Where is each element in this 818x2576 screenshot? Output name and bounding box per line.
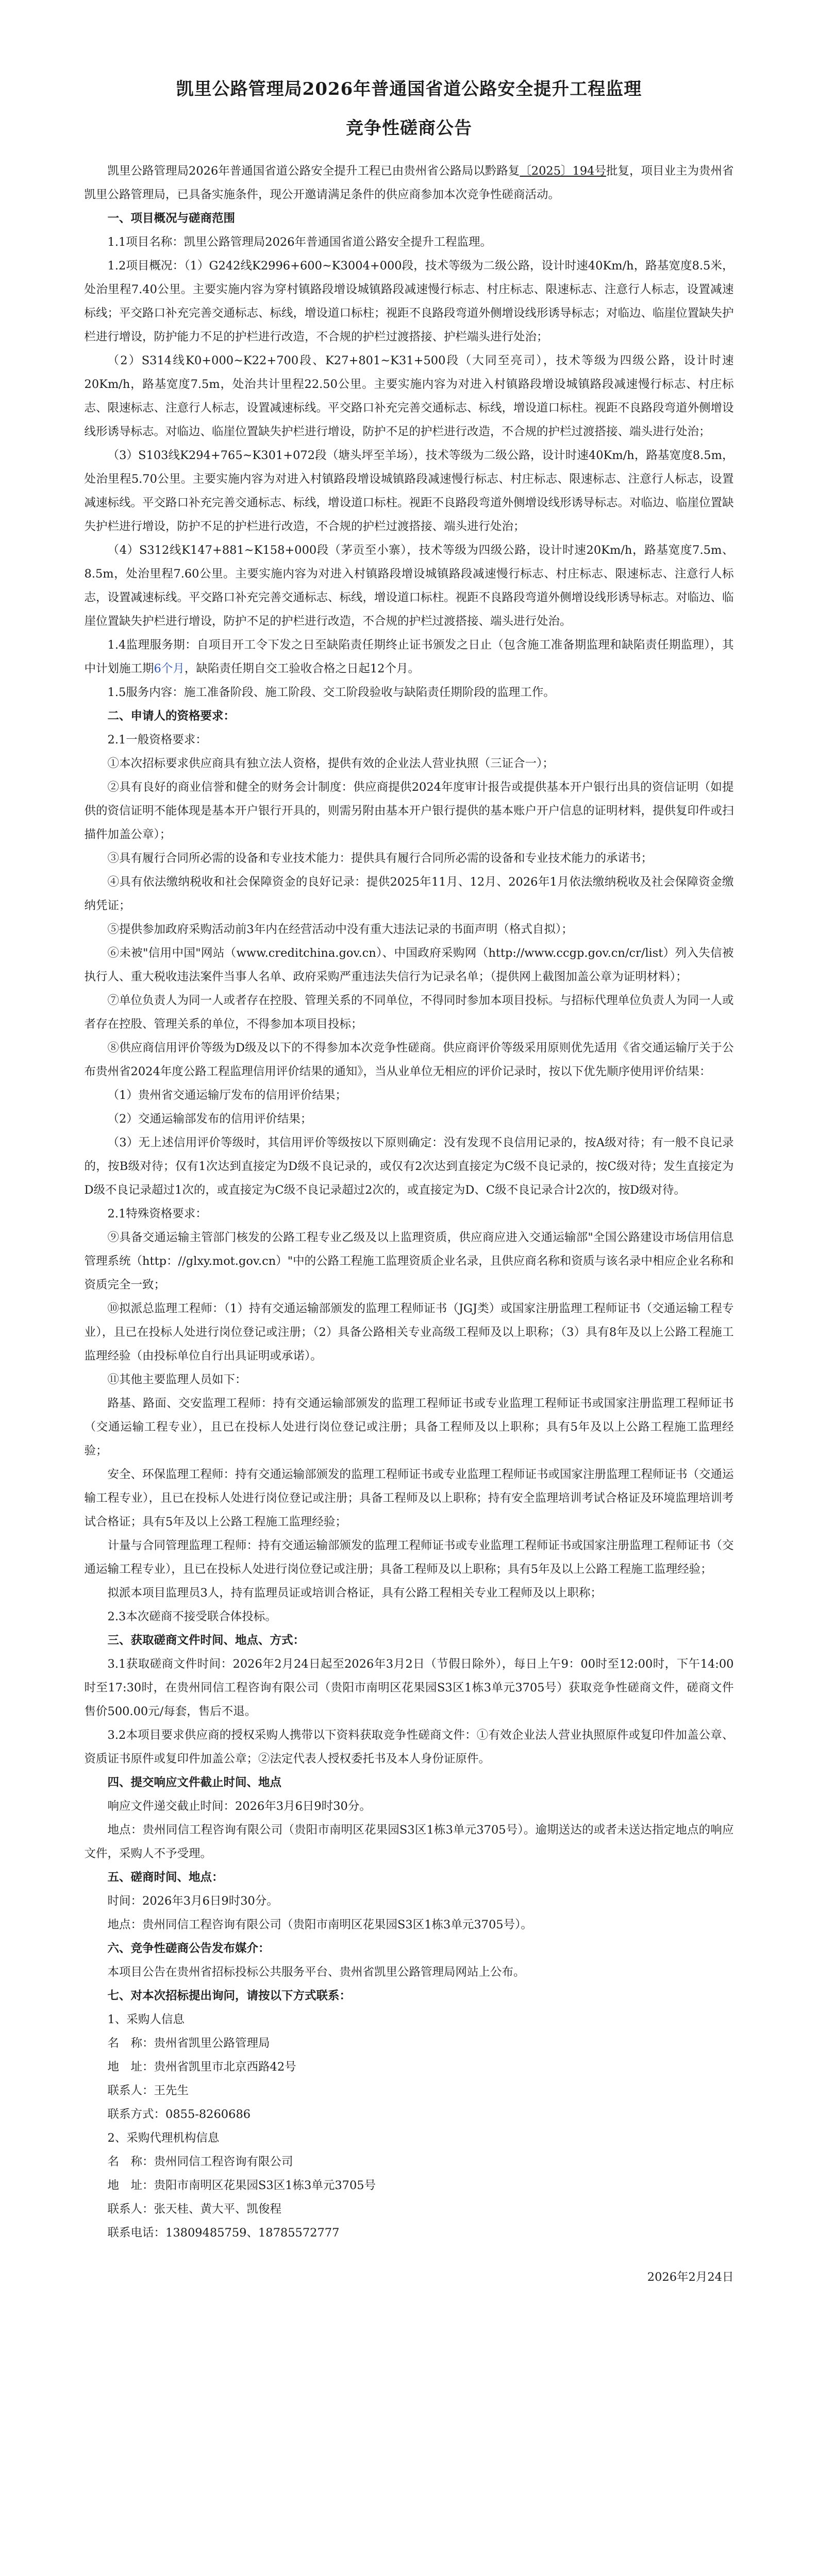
contact-line: 联系人：王先生	[107, 2084, 189, 2097]
section-7-heading: 七、对本次招标提出询问，请按以下方式联系：	[107, 1989, 352, 2003]
paragraph: 时间：2026年3月6日9时30分。	[107, 1894, 278, 1908]
paragraph: （4）S312线K147+881~K158+000段（茅贡至小寨），技术等级为四级公路，设计时速20Km/h，路基宽度7.5m、8.5m，处治里程7.60公里。主要实施内容为对进入村镇路段增设城镇路段减速慢行标志、村庄标志、限速标志、注意行人标志，设置减速标线。平交路口补充完善交通标志、标线，增设道口标柱。视距不良路段弯道外侧增设线形诱导标志。对临边、临崖位置缺失护栏进行增设，防护不足的护栏进行改造，不合规的护栏过渡搭接、端头进行处治。	[84, 544, 734, 628]
title-line-1: 凯里公路管理局2026年普通国省道公路安全提升工程监理	[176, 79, 642, 99]
paragraph: 计量与合同管理监理工程师：持有交通运输部颁发的监理工程师证书或专业监理工程师证书或国家注册监理工程师证书（交通运输工程专业），且已在投标人处进行岗位登记或注册；具备工程师及以上职称；具有5年及以上公路工程施工监理经验；	[84, 1539, 734, 1576]
paragraph: ⑦单位负责人为同一人或者存在控股、管理关系的不同单位，不得同时参加本项目投标。与招标代理单位负责人为同一人或者存在控股、管理关系的单位，不得参加本项目投标；	[84, 994, 734, 1031]
paragraph: 3.2本项目要求供应商的授权采购人携带以下资料获取竞争性磋商文件：①有效企业法人营业执照原件或复印件加盖公章、资质证书原件或复印件加盖公章；②法定代表人授权委托书及本人身份证原件。	[84, 1728, 734, 1766]
paragraph: ⑥未被"信用中国"网站（www.creditchina.gov.cn）、中国政府采购网（http://www.ccgp.gov.cn/cr/list）列入失信被执行人、重大税收违法案件当事人名单、政府采购严重违法失信行为记录名单；（提供网上截图加盖公章为证明材料）；	[84, 946, 734, 984]
title-line-2: 竞争性磋商公告	[346, 118, 472, 139]
contact-line: 联系人：张天桂、黄大平、凯俊程	[107, 2202, 282, 2216]
section-5-heading: 五、磋商时间、地点：	[107, 1871, 224, 1884]
paragraph: （2）S314线K0+000~K22+700段、K27+801~K31+500段（大同至亮司），技术等级为四级公路，设计时速20Km/h，路基宽度7.5m，处治共计里程22.50公里。主要实施内容为对进入村镇路段增设城镇路段减速慢行标志、村庄标志、限速标志、注意行人标志，设置减速标线。平交路口补充完善交通标志、标线，增设道口标柱。视距不良路段弯道外侧增设线形诱导标志。对临边、临崖位置缺失护栏进行增设，防护不足的护栏进行改造，不合规的护栏过渡搭接、端头进行处治；	[84, 354, 734, 438]
section-2-heading: 二、申请人的资格要求：	[107, 709, 236, 723]
page-title	[85, 70, 734, 148]
paragraph: ①本次招标要求供应商具有独立法人资格，提供有效的企业法人营业执照（三证合一）；	[107, 757, 554, 770]
contact-line: 地 址：贵阳市南明区花果园S3区1栋3单元3705号	[107, 2179, 376, 2192]
paragraph: 地点：贵州同信工程咨询有限公司（贵阳市南明区花果园S3区1栋3单元3705号）。逾期送达的或者未送达指定地点的响应文件，采购人不予受理。	[84, 1823, 734, 1860]
paragraph: （2）交通运输部发布的信用评价结果；	[107, 1112, 312, 1126]
paragraph: ②具有良好的商业信誉和健全的财务会计制度：供应商提供2024年度审计报告或提供基本开户银行出具的资信证明（如提供的资信证明不能体现是基本开户银行开具的，则需另附由基本开户银行提供的基本账户开户信息的证明材料，提供复印件或扫描件加盖公章）；	[84, 781, 734, 841]
paragraph: 1.1项目名称：凯里公路管理局2026年普通国省道公路安全提升工程监理。	[107, 235, 492, 249]
contact-line: 地 址：贵州省凯里市北京西路42号	[107, 2060, 296, 2074]
paragraph: ③具有履行合同所必需的设备和专业技术能力：提供具有履行合同所必需的设备和专业技术能力的承诺书；	[107, 852, 653, 865]
paragraph: 2.1特殊资格要求：	[107, 1207, 207, 1221]
paragraph: 安全、环保监理工程师：持有交通运输部颁发的监理工程师证书或专业监理工程师证书或国家注册监理工程师证书（交通运输工程专业），且已在投标人处进行岗位登记或注册；具备工程师及以上职称；持有安全监理培训考试合格证及环境监理培训考试合格证；具有5年及以上公路工程施工监理经验；	[84, 1468, 734, 1529]
paragraph: 路基、路面、交安监理工程师：持有交通运输部颁发的监理工程师证书或专业监理工程师证书或国家注册监理工程师证书（交通运输工程专业），且已在投标人处进行岗位登记或注册；具备工程师及以上职称；具有5年及以上公路工程施工监理经验；	[84, 1397, 734, 1458]
section-6-heading: 六、竞争性磋商公告发布媒介：	[107, 1942, 270, 1955]
approval-number: 〔2025〕194号	[520, 164, 606, 178]
paragraph: （3）无上述信用评价等级时，其信用评价等级按以下原则确定：没有发现不良信用记录的，按A级对待；有一般不良记录的，按B级对待；仅有1次达到直接定为D级不良记录的，或仅有2次达到直接定为C级不良记录的，按C级对待；发生直接定为D级不良记录超过1次的，或直接定为C级不良记录超过2次的，或直接定为D、C级不良记录合计2次的，按D级对待。	[84, 1136, 734, 1197]
paragraph: ④具有依法缴纳税收和社会保障资金的良好记录：提供2025年11月、12月、2026年1月依法缴纳税收及社会保障资金缴纳凭证；	[84, 875, 734, 912]
paragraph: ⑤提供参加政府采购活动前3年内在经营活动中没有重大违法记录的书面声明（格式自拟）；	[107, 923, 573, 936]
paragraph: ⑩拟派总监理工程师：（1）持有交通运输部颁发的监理工程师证书（JGJ类）或国家注册监理工程师证书（交通运输工程专业），且已在投标人处进行岗位登记或注册；（2）具备公路相关专业高级工程师及以上职称；（3）具有8年及以上公路工程施工监理经验（由投标单位自行出具证明或承诺）。	[84, 1302, 734, 1363]
paragraph: 1.2项目概况：（1）G242线K2996+600~K3004+000段，技术等级为二级公路，设计时速40Km/h，路基宽度8.5米，处治里程7.40公里。主要实施内容为穿村镇路段增设城镇路段减速慢行标志、村庄标志、限速标志、注意行人标志，设置减速标线；平交路口补充完善交通标志、标线，增设道口标柱；视距不良路段弯道外侧增设线形诱导标志；对临边、临崖位置缺失护栏进行增设，防护能力不足的护栏进行改造，不合规的护栏过渡搭接、护栏端头进行处治；	[84, 259, 734, 344]
contact-line: 1、采购人信息	[107, 2013, 185, 2026]
intro-paragraph: 凯里公路管理局2026年普通国省道公路安全提升工程已由贵州省公路局以黔路复〔2025〕194号批复，项目业主为贵州省凯里公路管理局，已具备实施条件，现公开邀请满足条件的供应商参加本次竞争性磋商活动。	[84, 164, 734, 201]
service-period-paragraph: 1.4监理服务期：自项目开工令下发之日至缺陷责任期终止证书颁发之日止（包含施工准备期监理和缺陷责任期监理），其中计划施工期6个月，缺陷责任期自交工验收合格之日起12个月。	[84, 638, 734, 675]
section-3-heading: 三、获取磋商文件时间、地点、方式：	[107, 1634, 305, 1647]
contact-line: 联系电话：13809485759、18785572777	[107, 2226, 340, 2240]
paragraph: 3.1获取磋商文件时间：2026年2月24日起至2026年3月2日（节假日除外），每日上午9：00时至12:00时，下午14:00时至17:30时，在贵州同信工程咨询有限公司（贵阳市南明区花果园S3区1栋3单元3705号）获取竞争性磋商文件，磋商文件售价500.00元/每套，售后不退。	[84, 1657, 734, 1718]
paragraph: 本项目公告在贵州省招标投标公共服务平台、贵州省凯里公路管理局网站上公布。	[107, 1965, 525, 1979]
paragraph: ⑨具备交通运输主管部门核发的公路工程专业乙级及以上监理资质，供应商应进入交通运输部"全国公路建设市场信用信息管理系统（http：//glxy.mot.gov.cn）"中的公路工程施工监理资质企业名录，且供应商名称和资质与该名录中相应企业名称和资质完全一致；	[84, 1231, 734, 1292]
section-1-heading: 一、项目概况与磋商范围	[107, 212, 236, 225]
paragraph: 拟派本项目监理员3人，持有监理员证或培训合格证，具有公路工程相关专业工程师及以上职称；	[107, 1586, 602, 1600]
construction-period-highlight: 6个月	[154, 662, 185, 675]
paragraph: （1）贵州省交通运输厅发布的信用评价结果；	[107, 1089, 347, 1102]
paragraph: 响应文件递交截止时间：2026年3月6日9时30分。	[107, 1800, 371, 1813]
contact-line: 名 称：贵州省凯里公路管理局	[107, 2037, 270, 2050]
announcement-body	[85, 159, 734, 2289]
paragraph: 1.5服务内容：施工准备阶段、施工阶段、交工阶段验收与缺陷责任期阶段的监理工作。	[107, 686, 555, 699]
paragraph: 地点：贵州同信工程咨询有限公司（贵阳市南明区花果园S3区1栋3单元3705号）。	[107, 1918, 532, 1931]
paragraph: ⑧供应商信用评价等级为D级及以下的不得参加本次竞争性磋商。供应商评价等级采用原则优先适用《省交通运输厅关于公布贵州省2024年度公路工程监理信用评价结果的通知》，当从业单位无相应的评价记录时，按以下优先顺序使用评价结果：	[84, 1041, 734, 1078]
announcement-page	[85, 0, 734, 2289]
announcement-date: 2026年2月24日	[647, 2270, 734, 2284]
paragraph: （3）S103线K294+765~K301+072段（塘头坪至羊场），技术等级为二级公路，设计时速40Km/h，路基宽度8.5m，处治里程5.70公里。主要实施内容为对进入村镇路段增设城镇路段减速慢行标志、村庄标志、限速标志、注意行人标志，设置减速标线。平交路口补充完善交通标志、标线，增设道口标柱。视距不良路段弯道外侧增设线形诱导标志。对临边、临崖位置缺失护栏进行增设，防护不足的护栏进行改造，不合规的护栏过渡搭接、端头进行处治；	[84, 449, 734, 533]
contact-line: 名 称：贵州同信工程咨询有限公司	[107, 2155, 293, 2168]
paragraph: 2.3本次磋商不接受联合体投标。	[107, 1610, 277, 1623]
contact-line: 联系方式：0855-8260686	[107, 2108, 251, 2121]
section-4-heading: 四、提交响应文件截止时间、地点	[107, 1776, 282, 1789]
contact-line: 2、采购代理机构信息	[107, 2131, 220, 2145]
paragraph: ⑪其他主要监理人员如下：	[107, 1373, 247, 1386]
paragraph: 2.1一般资格要求：	[107, 733, 207, 747]
